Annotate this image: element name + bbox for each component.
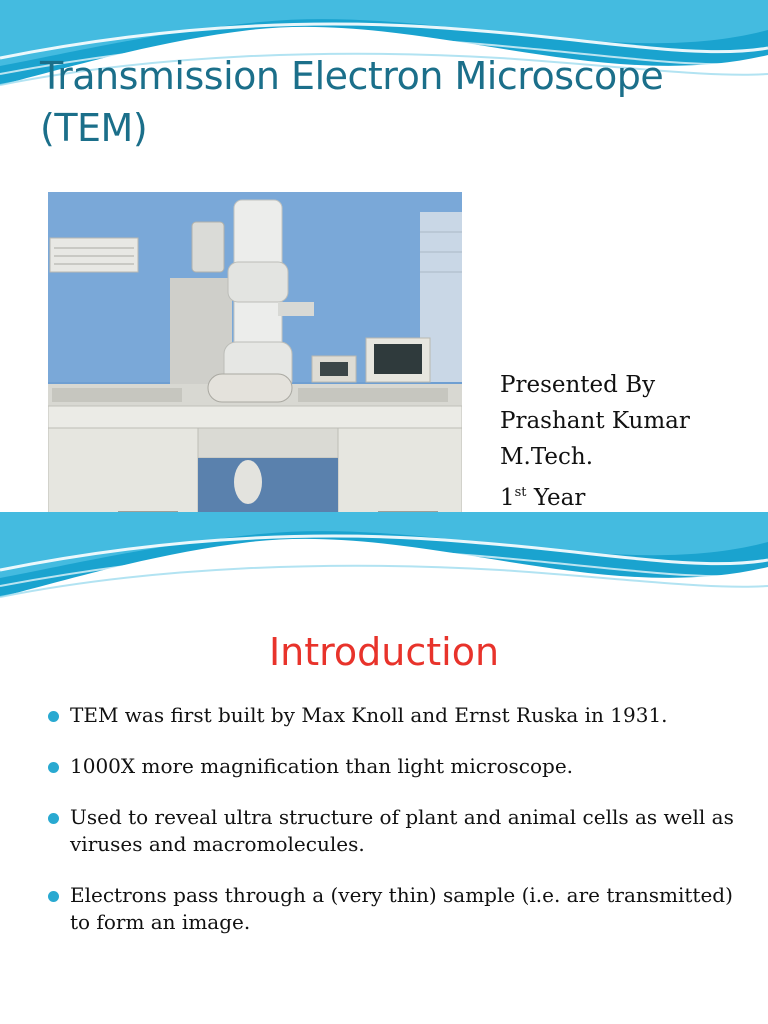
bullet-text: Electrons pass through a (very thin) sample (i.e. are transmitted) to form an image.: [70, 883, 733, 934]
list-item: [48, 882, 738, 936]
bullet-list: [48, 702, 738, 960]
presenter-info: [500, 367, 690, 512]
wave-banner-top: [0, 512, 768, 612]
presenter-degree: M.Tech.: [500, 444, 594, 470]
presenter-year: [500, 475, 690, 512]
bullet-icon: [48, 891, 59, 902]
list-item: [48, 702, 738, 729]
year-word: Year: [526, 485, 586, 511]
introduction-heading: Introduction: [268, 630, 500, 674]
presenter-name: Prashant Kumar: [500, 408, 690, 434]
bullet-text: 1000X more magnification than light microscope.: [70, 754, 574, 778]
bullet-icon: [48, 813, 59, 824]
year-ordinal: st: [514, 485, 527, 500]
slide-title-heading: Transmission Electron Microscope (TEM): [40, 54, 664, 150]
year-number: 1: [500, 485, 515, 511]
list-item: [48, 804, 738, 858]
bullet-text: TEM was first built by Max Knoll and Ernst Ruska in 1931.: [70, 703, 668, 727]
bullet-icon: [48, 711, 59, 722]
presented-by-label: Presented By: [500, 372, 656, 398]
list-item: [48, 753, 738, 780]
tem-microscope-photo: [48, 192, 462, 512]
bullet-text: Used to reveal ultra structure of plant and animal cells as well as viruses and macromolecules.: [70, 805, 734, 856]
slide-introduction: [0, 512, 768, 1024]
bullet-icon: [48, 762, 59, 773]
